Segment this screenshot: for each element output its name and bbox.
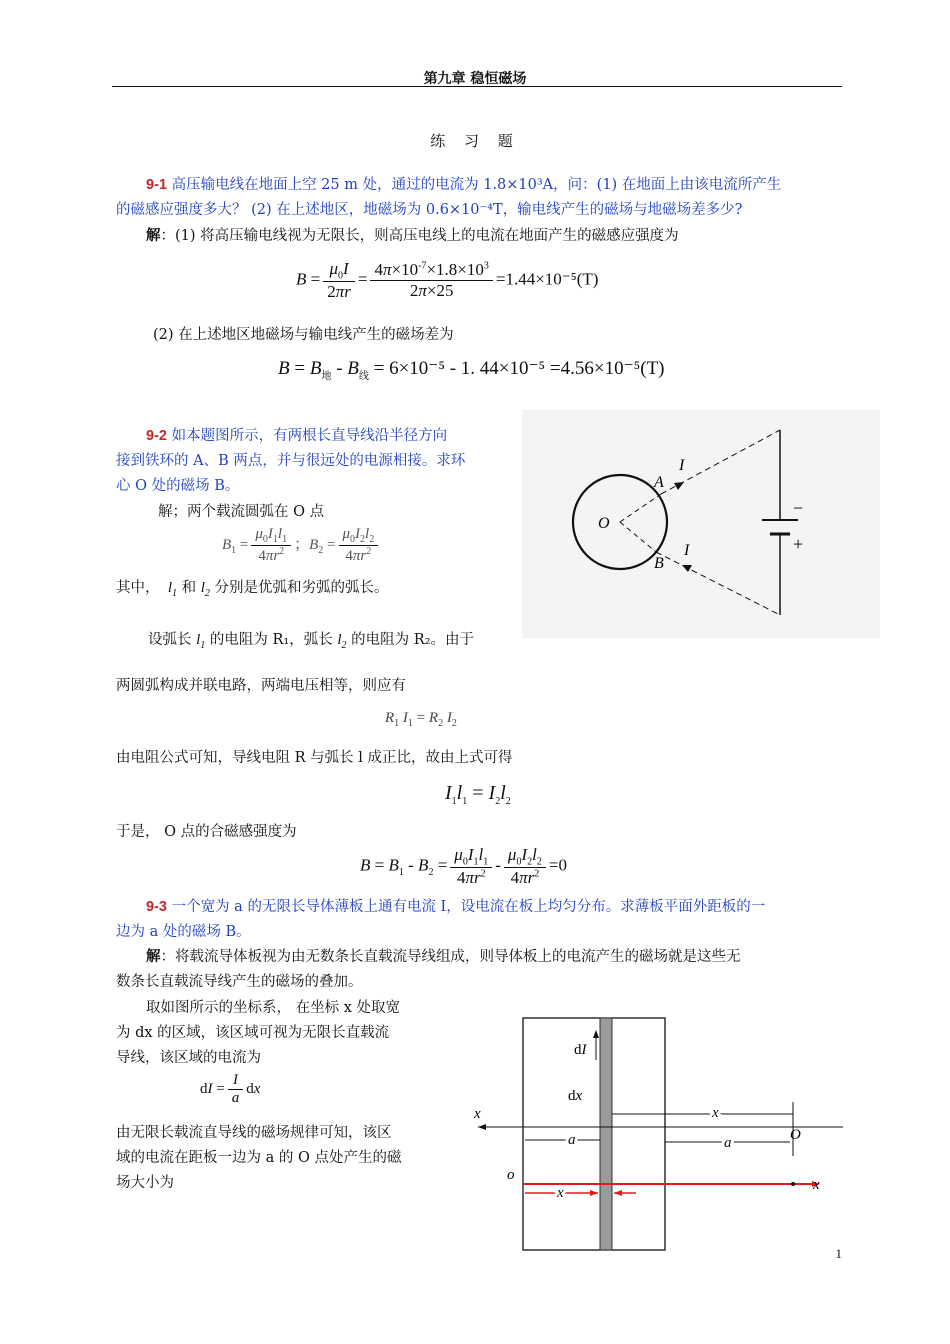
solution-9-3-take3: 导线，该区域的电流为 [116, 1050, 261, 1066]
di-arrowhead [593, 1030, 599, 1038]
axis-arrowhead [478, 1124, 486, 1130]
label-o-point: O [790, 1127, 801, 1143]
label-a-right: a [724, 1135, 732, 1151]
equation-9-2-current: $I_1l_1 = I_2l_2$ [445, 782, 511, 807]
label-x-top: x [712, 1105, 719, 1121]
problem-9-3-line2: 边为 a 处的磁场 B。 [116, 924, 251, 940]
label-current-top: I [679, 457, 685, 474]
solution-9-2-parallel: 两圆弧构成并联电路，两端电压相等，则应有 [116, 678, 406, 694]
solution-9-3-law1: 由无限长载流直导线的磁场规律可知，该区 [116, 1125, 392, 1141]
solution-9-3-line2: 数条长直载流导线产生的磁场的叠加。 [116, 974, 363, 990]
solution-9-2-resistance: 设弧长 $l_1$ 的电阻为 R₁，弧长 $l_2$ 的电阻为 R₂。由于 [148, 632, 474, 651]
solution-9-3-take1: 取如图所示的坐标系， 在坐标 x 处取宽 [146, 1000, 401, 1016]
solution-9-2-ohm: 由电阻公式可知，导线电阻 R 与弧长 l 成正比，故由上式可得 [116, 750, 513, 766]
solution-9-1-part2: (2) 在上述地区地磁场与输电线产生的磁场差为 [153, 327, 454, 343]
solution-9-2-where: 其中， $l_1$ 和 $l_2$ 分别是优弧和劣弧的弧长。 [116, 580, 389, 599]
problem-9-2-line1: 9-2 如本题图所示，有两根长直导线沿半径方向 [146, 428, 448, 444]
solution-9-1-intro: 解：(1) 将高压输电线视为无限长，则高压电线上的电流在地面产生的磁感应强度为 [146, 227, 679, 244]
conducting-plate [523, 1018, 665, 1250]
thin-plate-figure [470, 1012, 850, 1254]
point-o-dot [791, 1182, 795, 1186]
strip-dx [600, 1018, 612, 1250]
label-a: A [654, 474, 664, 491]
label-x-red-dim: x [557, 1185, 564, 1201]
equation-9-3-di: dI = $\frac{I}{a}$ dx [200, 1072, 261, 1106]
figure-background [522, 410, 880, 638]
solution-9-3-line1: 解：将载流导体板视为由无数条长直载流导线组成，则导体板上的电流产生的磁场就是这些无 [146, 948, 741, 965]
problem-9-2-line2: 接到铁环的 A、B 两点，并与很远处的电源相接。求环 [116, 453, 466, 469]
label-o: O [598, 515, 610, 532]
solution-9-2-so: 于是， O 点的合磁感强度为 [116, 824, 297, 840]
label-plus: + [793, 534, 804, 554]
equation-9-2-total: $B = B_1 - B_2$ = $\frac{\mu_0I_1l_1}{4\pi r^2}$ - $\frac{\mu_0I_2l_2}{4\pi r^2}$ =0 [360, 845, 567, 888]
label-current-bottom: I [684, 542, 690, 559]
page-title: 练 习 题 [430, 132, 520, 150]
problem-9-1-line1: 9-1 高压输电线在地面上空 25 m 处，通过的电流为 1.8×10³A，问：(1) 在地面上由该电流所产生 [146, 177, 782, 193]
solution-9-3-law2: 域的电流在距板一边为 a 的 O 点处产生的磁 [116, 1150, 402, 1166]
chapter-header: 第九章 稳恒磁场 [423, 71, 527, 87]
axis-label-x: x [474, 1106, 481, 1122]
ring-circuit-figure [522, 410, 880, 638]
label-b: B [654, 555, 664, 572]
equation-9-1-diff: $B = B_地 - B_线 = 6\times 10^{-5} - 1$. 44×10⁻⁵ =4.56×10⁻⁵(T) [278, 358, 665, 382]
label-di: dI [574, 1042, 587, 1058]
label-origin: o [507, 1167, 515, 1183]
equation-9-2-b1-b2: $B_1$ = $\frac{\mu_0I_1l_1}{4\pi r^2}$ ；$B_2$ = $\frac{\mu_0I_2l_2}{4\pi r^2}$ [222, 526, 381, 565]
red-dim-arrow-right [590, 1190, 598, 1196]
problem-9-3-line1: 9-3 一个宽为 a 的无限长导体薄板上通有电流 I，设电流在板上均匀分布。求薄板平面外距板的一 [146, 899, 766, 915]
problem-9-1-line2: 的磁感应强度多大？ (2) 在上述地区，地磁场为 0.6×10⁻⁴T，输电线产生的磁场与地磁场差多少? [116, 202, 743, 218]
page-number: 1 [835, 1246, 842, 1261]
label-minus: − [793, 498, 804, 518]
header-rule [112, 86, 842, 87]
solution-9-2-intro: 解；两个载流圆弧在 O 点 [158, 504, 325, 520]
solution-9-3-take2: 为 dx 的区域，该区域可视为无限长直载流 [116, 1025, 390, 1041]
problem-9-2-line3: 心 O 处的磁场 B。 [116, 478, 240, 494]
equation-9-1-b: B = $\frac{\mu_0I}{2\pi r}$ = $\frac{4\pi\times 10^{-7}\times 1.8\times 10^3}{2\pi\times 25}$ =1.44×10⁻⁵(T) [296, 259, 599, 302]
label-a-left: a [568, 1132, 576, 1148]
label-x-red: x [813, 1177, 820, 1193]
equation-9-2-voltage: $R_1$ $I_1 = R_2$ $I_2$ [385, 710, 457, 729]
solution-9-3-law3: 场大小为 [116, 1175, 174, 1191]
label-dx: dx [568, 1088, 583, 1104]
